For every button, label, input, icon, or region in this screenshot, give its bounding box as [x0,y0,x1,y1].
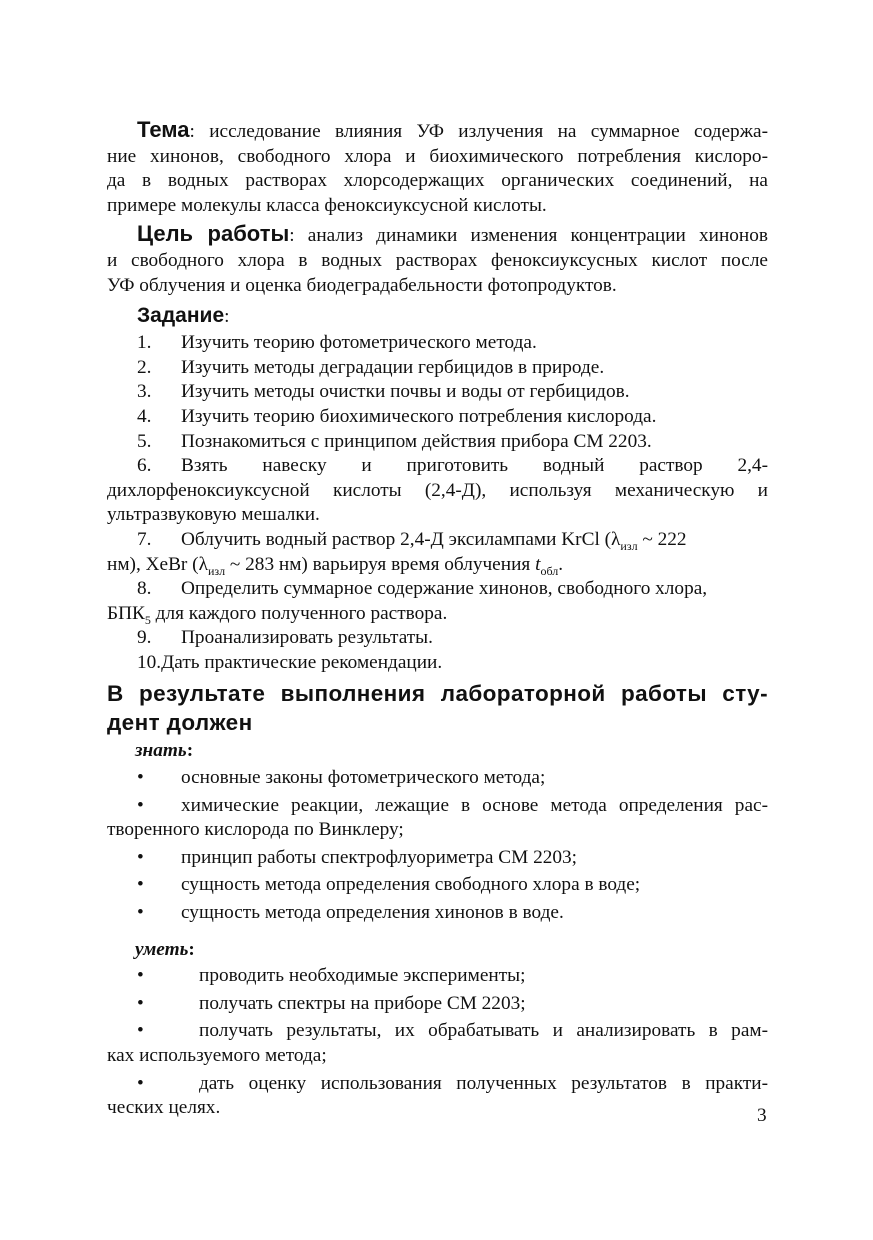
know-list [107,766,768,926]
can-list [107,964,768,1121]
theme-paragraph: Тема: исследование влияния УФ излучения на суммарное содержа- ние хинонов, свободного хлора и биохимического потребления кислоро- да в водных растворах хлорсодержащих органических соединений, на примере молекулы класса феноксиуксусной кислоты. [107,117,768,216]
goal-label: Цель работы [137,221,290,247]
bullet-icon: • [137,1020,144,1042]
task-heading: Задание: [137,304,230,328]
list-item: 10.Дать практические рекомендации. [137,651,443,673]
result-heading: В результате выполнения лабораторной работы сту- дент должен [107,681,768,736]
list-item: 5. Познакомиться с принципом действия прибора СМ 2203. [137,430,652,452]
bullet-icon: • [137,846,144,868]
list-item: • химические реакции, лежащие в основе метода определения рас- творенного кислорода по Винклеру; [107,794,768,841]
task-list [107,331,768,675]
goal-paragraph: Цель работы: анализ динамики изменения концентрации хинонов и свободного хлора в водных растворах феноксиуксусных кислот после УФ облучения и оценка биодеградабельности фотопродуктов. [107,221,768,296]
list-item: • дать оценку использования полученных результатов в практи- ческих целях. [107,1072,768,1119]
bullet-icon: • [137,874,144,896]
list-item: • проводить необходимые эксперименты; [107,964,768,989]
list-item: 6. Взять навеску и приготовить водный раствор 2,4- дихлорфеноксиуксусной кислоты (2,4-Д), используя механическую и ультразвуковую мешалки. [107,455,768,526]
list-item: 2. Изучить методы деградации гербицидов в природе. [137,356,605,378]
list-item: 4. Изучить теорию биохимического потребления кислорода. [137,405,657,427]
page-number: 3 [757,1105,767,1126]
list-item: 8. Определить суммарное содержание хинонов, свободного хлора, $БПК_5$ для каждого полученного раствора. [107,578,708,627]
bullet-icon: • [137,767,144,789]
know-heading: знать: [135,740,194,762]
list-item: 7. Облучить водный раствор 2,4-Д эксилампами KrCl ($\lambda_{изл}$ ~ 222 нм), XeBr ($\lambda_{изл}$ ~ 283 нм) варьируя время облучения $t_{обл}$. [107,528,687,578]
bullet-icon: • [137,902,144,924]
document-page [107,118,768,1121]
list-item: 1. Изучить теорию фотометрического метода. [137,332,537,354]
bullet-icon: • [137,992,144,1014]
bullet-icon: • [137,794,144,816]
list-item: • принцип работы спектрофлуориметра СМ 2203; [107,846,768,871]
can-heading: уметь: [135,938,195,960]
list-item: 9. Проанализировать результаты. [137,627,433,649]
bullet-icon: • [137,1072,144,1094]
list-item: 3. Изучить методы очистки почвы и воды от гербицидов. [137,381,630,403]
list-item: • сущность метода определения хинонов в воде. [107,901,768,926]
list-item: • получать результаты, их обрабатывать и анализировать в рам- ках используемого метода; [107,1020,768,1066]
theme-label: Тема [137,117,190,142]
bullet-icon: • [137,965,144,987]
list-item: • сущность метода определения свободного хлора в воде; [107,873,768,898]
list-item: • основные законы фотометрического метода; [107,766,768,791]
list-item: • получать спектры на приборе СМ 2203; [107,992,768,1017]
